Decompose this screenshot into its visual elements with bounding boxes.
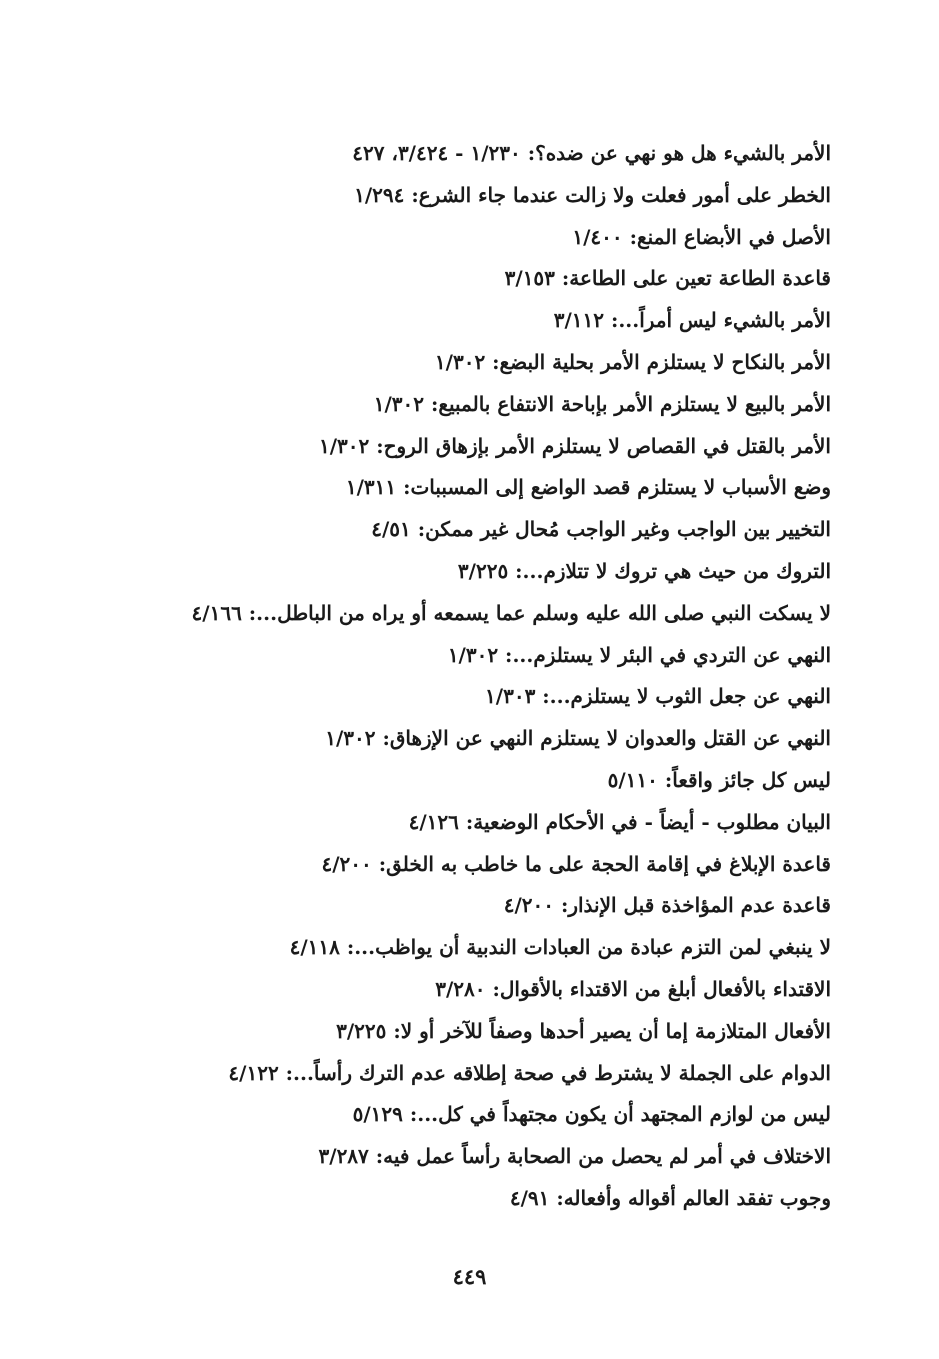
index-entry: الاقتداء بالأفعال أبلغ من الاقتداء بالأقوال: ٣/٢٨٠ [435, 976, 831, 1001]
index-entry: الأمر بالشيء هل هو نهي عن ضده؟: ١/٢٣٠ - ٣/٤٢٤، ٤٢٧ [352, 141, 831, 165]
index-entry: التروك من حيث هي تروك لا تتلازم...: ٣/٢٢٥ [457, 558, 831, 583]
index-entry: وضع الأسباب لا يستلزم قصد الواضع إلى المسببات: ١/٣١١ [345, 475, 831, 500]
index-entry: الأفعال المتلازمة إما أن يصير أحدها وصفاً للآخر أو لا: ٣/٢٢٥ [336, 1018, 831, 1043]
index-entry: التخيير بين الواجب وغير الواجب مُحال غير ممكن: ٤/٥١ [371, 517, 831, 542]
index-entry: النهي عن القتل والعدوان لا يستلزم النهي عن الإزهاق: ١/٣٠٢ [325, 726, 831, 751]
index-entry: قاعدة الطاعة تعين على الطاعة: ٣/١٥٣ [504, 266, 831, 291]
index-entry: الأمر بالشيء ليس أمراً...: ٣/١١٢ [553, 308, 831, 333]
index-entry: النهي عن التردي في البئر لا يستلزم...: ١/٣٠٢ [447, 642, 831, 667]
page-number: ٤٤٩ [452, 1264, 487, 1289]
index-entry: ليس كل جائز واقعاً: ٥/١١٠ [607, 767, 831, 792]
index-entry: الخطر على أمور فعلت ولا زالت عندما جاء الشرع: ١/٢٩٤ [354, 182, 831, 207]
index-entry: الاختلاف في أمر لم يحصل من الصحابة رأساً عمل فيه: ٣/٢٨٧ [318, 1144, 831, 1169]
index-entries-list [131, 133, 831, 1220]
index-entry: الأمر بالنكاح لا يستلزم الأمر بحلية البضع: ١/٣٠٢ [434, 349, 831, 374]
index-entry: قاعدة عدم المؤاخذة قبل الإنذار: ٤/٢٠٠ [503, 893, 831, 918]
index-entry: وجوب تفقد العالم أقواله وأفعاله: ٤/٩١ [509, 1185, 831, 1210]
index-entry: الدوام على الجملة لا يشترط في صحة إطلاقه عدم الترك رأساً...: ٤/١٢٢ [228, 1060, 831, 1085]
index-entry: النهي عن جعل الثوب لا يستلزم...: ١/٣٠٣ [485, 684, 831, 709]
index-entry: ليس من لوازم المجتهد أن يكون مجتهداً في كل...: ٥/١٢٩ [352, 1102, 831, 1127]
index-entry: الأصل في الأبضاع المنع: ١/٤٠٠ [572, 224, 831, 249]
index-entry: لا ينبغي لمن التزم عبادة من العبادات الندبية أن يواظب...: ٤/١١٨ [289, 935, 831, 960]
index-entry: الأمر بالقتل في القصاص لا يستلزم الأمر بإزهاق الروح: ١/٣٠٢ [318, 433, 831, 458]
index-entry: البيان مطلوب - أيضاً - في الأحكام الوضعية: ٤/١٢٦ [408, 809, 831, 834]
index-entry: الأمر بالبيع لا يستلزم الأمر بإباحة الانتفاع بالمبيع: ١/٣٠٢ [373, 391, 831, 416]
index-entry: لا يسكت النبي صلى الله عليه وسلم عما يسمعه أو يراه من الباطل...: ٤/١٦٦ [191, 600, 831, 625]
index-entry: قاعدة الإبلاغ في إقامة الحجة على ما خاطب به الخلق: ٤/٢٠٠ [321, 851, 831, 876]
